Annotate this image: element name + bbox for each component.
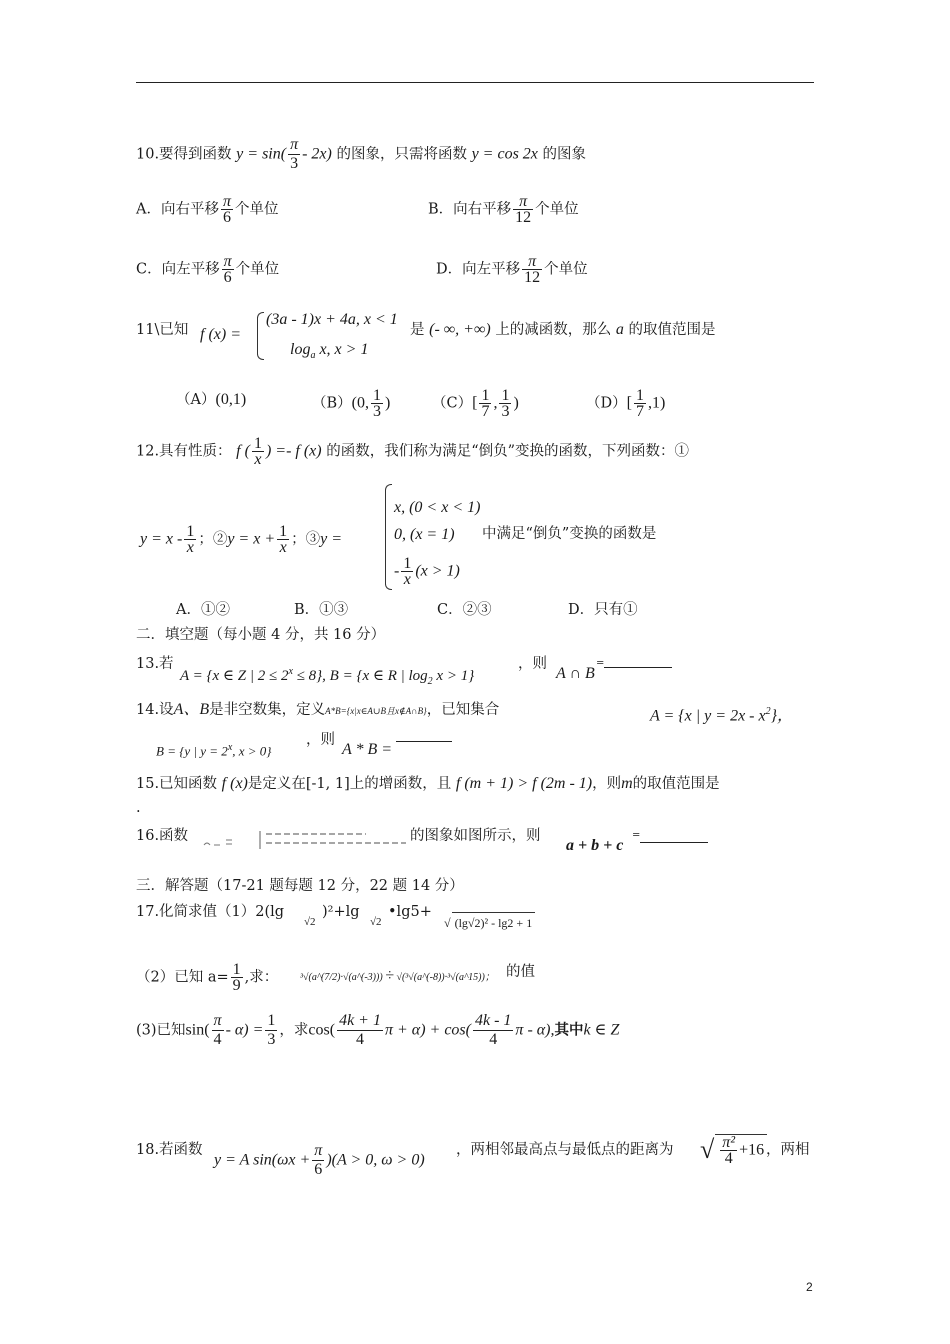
q17-p1-mid: )²+lg <box>322 904 360 920</box>
q18-root: √ $\frac{\text{π²}}{4}$ +16 <box>700 1134 767 1166</box>
q17-p1-mid2: •lg5+ <box>388 904 432 920</box>
frac-den: 7 <box>481 403 490 420</box>
q17-p1-label: 17.化简求值（1）2(lg <box>136 904 285 920</box>
question-15 <box>136 774 720 794</box>
q11-brace <box>257 312 264 360</box>
q16-num: 16.函数 <box>136 828 189 844</box>
q12-piece2: 0, (x = 1) <box>394 526 455 543</box>
q17-semi: ； <box>484 972 495 983</box>
log-base: a <box>310 350 316 362</box>
piece3-tail: (x > 1) <box>415 562 460 580</box>
q14-ab: A、B <box>173 701 210 718</box>
q13-answer-blank[interactable] <box>604 667 672 668</box>
frac-den: 4 <box>356 1031 365 1048</box>
q15-m: m <box>621 775 633 792</box>
frac-den: x <box>186 539 194 556</box>
q12-f3: y = <box>320 530 343 548</box>
q10-frac <box>288 136 300 173</box>
frac-den: x <box>403 571 411 588</box>
q15-text-a: 是定义在[-1, 1]上的增函数，且 <box>247 776 452 792</box>
frac-den: 12 <box>524 269 541 286</box>
frac-num: 4k - 1 <box>474 1012 512 1029</box>
q12-f-post: ) =- f (x) <box>265 442 322 460</box>
option-label: B．向右平移 <box>428 201 512 218</box>
q17-k: k ∈ Z <box>583 1021 620 1039</box>
option-tail: 个单位 <box>544 261 588 278</box>
frac-den: x <box>254 451 262 468</box>
question-10 <box>136 136 586 173</box>
option-post: ) <box>384 394 391 412</box>
q17-c1-tail: π + α) + cos( <box>384 1021 471 1039</box>
q17-part1 <box>136 902 284 922</box>
option-label: （A） <box>176 392 216 408</box>
q15-text-c: 的取值范围是 <box>632 776 720 792</box>
q11-tail-a: 上的减函数，那么 <box>495 322 612 338</box>
q17-part2 <box>136 962 278 993</box>
q13-eq: = <box>596 658 605 669</box>
q11-option-a <box>176 390 246 410</box>
option-text: (0,1) <box>215 391 247 408</box>
q15-ineq: f (m + 1) > f (2m - 1) <box>455 775 593 792</box>
frac-num: 1 <box>403 555 412 572</box>
question-18 <box>136 1140 203 1160</box>
q17-p2-ask: ,求： <box>244 969 279 986</box>
q16-answer-blank[interactable] <box>640 842 708 843</box>
frac-num: π <box>314 1142 323 1159</box>
frac-num: 1 <box>186 523 195 540</box>
q11-option-b <box>312 388 390 419</box>
q18-text-a: ，两相邻最高点与最低点的距离为 <box>456 1142 674 1158</box>
q14-expr: A * B = <box>342 741 393 758</box>
frac-num: 4k + 1 <box>339 1012 381 1029</box>
q16-function-image <box>200 826 406 852</box>
q13-then: ，则 <box>518 656 547 672</box>
q10-option-c <box>136 254 279 285</box>
q15-text-b: ，则 <box>592 776 622 792</box>
frac-den: 3 <box>267 1031 276 1048</box>
frac-num: 1 <box>501 387 510 404</box>
frac-num: π <box>222 193 231 210</box>
setB-sup: x <box>227 742 233 753</box>
frac-den: 4 <box>213 1031 222 1048</box>
q12-option-c: C．②③ <box>437 602 492 618</box>
section-3-heading: 三．解答题（17-21 题每题 12 分，22 题 14 分） <box>136 878 464 894</box>
q11-mid: 是 <box>410 322 425 338</box>
q17-c2-tail: π - α), <box>515 1021 555 1039</box>
q10-eq2: y = cos 2x <box>471 145 538 163</box>
q12-option-a: A．①② <box>176 602 230 618</box>
option-label: （C） <box>432 395 473 412</box>
log-text: log <box>290 341 311 358</box>
question-14 <box>136 700 499 721</box>
q12-sep3: ；③ <box>291 531 321 548</box>
frac-den: 3 <box>372 403 381 420</box>
frac-den: 3 <box>501 403 510 420</box>
frac-den: 7 <box>635 403 644 420</box>
section-2-heading: 二．填空题（每小题 4 分，共 16 分） <box>136 627 386 643</box>
q11-prefix <box>136 320 188 340</box>
q13-setA: A = {x ∈ Z | 2 ≤ 2 <box>180 668 289 684</box>
q14-num: 14.设 <box>136 702 174 718</box>
option-label: A．向右平移 <box>136 201 219 218</box>
page-number: 2 <box>806 1280 813 1294</box>
option-tail: 个单位 <box>535 201 579 218</box>
q17-expr-a: ³√(a^(7/2)·√(a^(-3))) <box>300 972 383 983</box>
frac-num: 1 <box>232 961 241 978</box>
setA-sup: 2 <box>765 706 771 717</box>
q13-sets <box>180 662 474 692</box>
q17-p2-label: （2）已知 a= <box>136 969 229 986</box>
frac-num: 1 <box>267 1012 276 1029</box>
option-label: （D） <box>586 395 627 412</box>
q18-eq-post: )(A > 0, ω > 0) <box>326 1151 425 1169</box>
q13-num: 13.若 <box>136 656 174 672</box>
q14-setB <box>156 738 272 761</box>
q13-setB-tail: x > 1} <box>432 668 475 684</box>
q17-p2-tail: 的值 <box>506 964 535 980</box>
q12-f1: y = x - <box>140 530 183 548</box>
frac-num: π <box>223 253 232 270</box>
q17-part3 <box>136 1012 619 1049</box>
q11-option-c <box>432 388 519 419</box>
option-post: ) <box>513 394 519 412</box>
q10-stem-c: 的图象 <box>542 146 587 163</box>
q12-stem-b: 的函数，我们称为满足“倒负”变换的函数，下列函数：① <box>326 443 690 460</box>
q10-option-d <box>436 254 588 285</box>
frac-den: 4 <box>724 1150 733 1167</box>
frac-den: 6 <box>314 1161 323 1178</box>
q15-fx: f (x) <box>221 775 248 792</box>
q11-tail-b: 的取值范围是 <box>628 322 716 338</box>
q18-text-b: ，两相 <box>766 1142 810 1158</box>
q18-eq-pre: y = A sin(ωx + <box>214 1151 311 1169</box>
q17-p3-label: (3)已知 <box>136 1022 186 1039</box>
frac-num: π² <box>722 1134 736 1151</box>
q12-piece1: x, (0 < x < 1) <box>394 499 481 516</box>
q17-div: ÷ <box>385 967 394 984</box>
option-pre: [ <box>626 394 632 412</box>
q11-case2 <box>290 340 368 366</box>
frac-den: 6 <box>222 209 231 226</box>
frac-num: π <box>513 194 533 210</box>
q11-var: a <box>615 321 624 338</box>
q16-expr: a + b + c <box>566 837 624 854</box>
option-mid: , <box>493 394 498 412</box>
q11-num: 11\已知 <box>136 322 189 338</box>
q17-where: 其中 <box>554 1021 584 1039</box>
q13-expr: A ∩ B <box>556 665 595 682</box>
option-pre: (0, <box>351 394 369 412</box>
frac-den: 9 <box>232 977 241 994</box>
q12-sep2: ；② <box>198 531 228 548</box>
q10-eq-left: y = sin( <box>236 145 287 163</box>
option-tail: 个单位 <box>235 201 279 218</box>
q17-cos1: cos( <box>308 1021 336 1039</box>
q13-sub: 2 <box>427 676 433 687</box>
q10-option-b <box>428 194 579 225</box>
sign: - <box>394 562 400 580</box>
frac-num: π <box>213 1012 222 1029</box>
q17-sqrt2-b: √2 <box>370 916 382 928</box>
question-12 <box>136 436 689 467</box>
q17-sin: sin( <box>185 1021 210 1039</box>
q11-tail <box>410 320 716 340</box>
question-13 <box>136 654 174 674</box>
q18-eq <box>214 1142 425 1179</box>
setB-text: B = {y | y = 2 <box>156 743 228 759</box>
q12-brace <box>385 484 392 590</box>
q12-f-pre: f ( <box>236 442 250 460</box>
q13-sup: x <box>288 666 293 677</box>
frac-den: 4 <box>489 1031 498 1048</box>
q17-p2-expr <box>300 966 495 988</box>
root-tail: +16 <box>739 1141 765 1159</box>
q17-p3-a: - α) = <box>225 1021 264 1039</box>
option-label: C．向左平移 <box>136 261 220 278</box>
option-label: D．向左平移 <box>436 261 521 278</box>
option-pre: [ <box>472 394 478 412</box>
frac-num: 1 <box>635 387 644 404</box>
q16-text-a: 的图象如图所示，则 <box>410 828 541 844</box>
q17-root-body: (lg√2)² - lg2 + 1 <box>452 912 536 933</box>
header-rule <box>136 82 814 83</box>
q14-def: A*B={x|x∈A∪B且x∉A∩B} <box>325 706 427 716</box>
q12-stem: 12.具有性质： <box>136 443 232 460</box>
q14-setA <box>650 702 793 726</box>
option-post: ,1) <box>647 394 666 412</box>
q14-text-a: 是非空数集，定义 <box>209 702 326 718</box>
q10-frac-num: π <box>290 136 299 153</box>
frac-den: x <box>279 539 287 556</box>
q12-option-b: B．①③ <box>294 602 349 618</box>
q11-option-d <box>586 388 665 419</box>
q12-option-d: D．只有① <box>568 602 638 618</box>
q11-fx: f (x) = <box>200 326 241 343</box>
q14-then: ，则 <box>306 732 335 748</box>
q15-dot: . <box>136 800 141 816</box>
frac-num: π <box>522 254 542 270</box>
q13-setA-tail: ≤ 8}, B = {x ∈ R | log <box>292 668 428 684</box>
frac-num: 1 <box>279 523 288 540</box>
q18-num: 18.若函数 <box>136 1142 203 1158</box>
frac-den: 6 <box>223 269 232 286</box>
option-label: （B） <box>312 395 352 412</box>
q17-sqrt2-a: √2 <box>304 916 316 928</box>
q15-num: 15.已知函数 <box>136 776 218 792</box>
q16-eq: = <box>632 830 641 841</box>
q12-functions <box>140 524 342 555</box>
setA-text: A = {x | y = 2x - x <box>650 707 766 725</box>
case2-tail: x, x > 1 <box>319 341 369 358</box>
q14-text-b: ，已知集合 <box>426 702 500 718</box>
frac-num: 1 <box>253 435 262 452</box>
q12-piece3 <box>394 556 460 587</box>
q10-frac-den: 3 <box>290 155 299 172</box>
q10-eq-right: - 2x) <box>302 145 332 163</box>
q11-case1: (3a - 1)x + 4a, x < 1 <box>266 311 398 328</box>
option-tail: 个单位 <box>235 261 280 278</box>
frac-den: 12 <box>515 209 532 226</box>
q17-expr-b: √(³√(a^(-8))·³√(a^15)) <box>396 972 485 983</box>
frac-num: 1 <box>372 387 381 404</box>
setB-tail: , x > 0} <box>232 743 272 759</box>
q17-p3-ask: ，求 <box>279 1022 309 1039</box>
comma: ， <box>777 707 794 725</box>
q12-stem-c: 中满足“倒负”变换的函数是 <box>482 526 657 542</box>
q10-stem: 10.要得到函数 <box>136 146 232 163</box>
setA-end: } <box>770 707 778 725</box>
q12-f2: y = x + <box>227 530 276 548</box>
q11-interval: (- ∞, +∞) <box>429 321 491 338</box>
frac-num: 1 <box>481 387 490 404</box>
q10-option-a <box>136 194 279 225</box>
q10-stem-b: 的图象，只需将函数 <box>336 146 467 163</box>
q14-answer-blank[interactable] <box>396 741 452 742</box>
q17-p1-root <box>444 912 535 933</box>
